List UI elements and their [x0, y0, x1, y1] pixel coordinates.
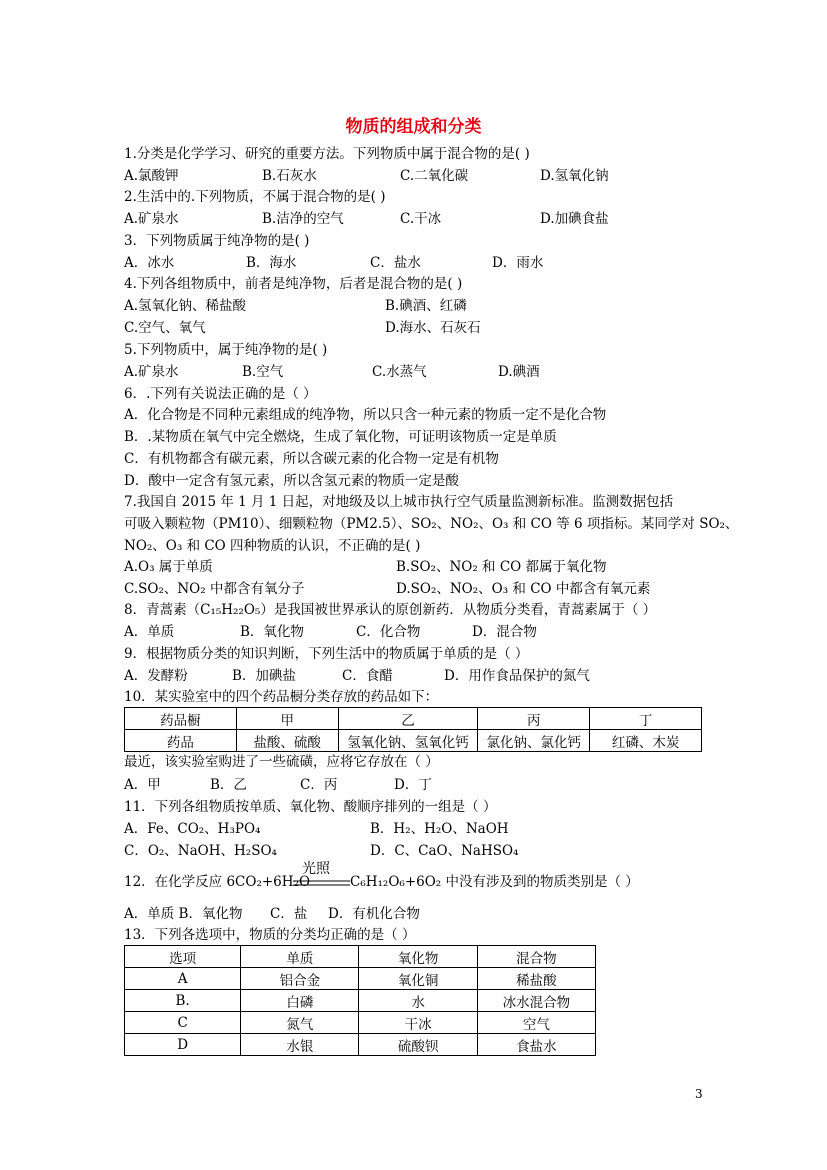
question-9-stem: 9．根据物质分类的知识判断，下列生活中的物质属于单质的是（ ） [124, 646, 529, 662]
classification-table [124, 945, 596, 1056]
q7-option-b: B.SO₂、NO₂ 和 CO 都属于氧化物 [396, 559, 607, 575]
q10-option-d: D．丁 [394, 777, 432, 793]
question-10-follow: 最近，该实验室购进了一些硫磺，应将它存放在（ ） [124, 754, 439, 770]
table-cell: A [125, 968, 241, 990]
table-row [125, 1034, 596, 1056]
q12-option-a-b: A．单质 B．氧化物 [124, 906, 243, 922]
question-7-line-1: 7.我国自 2015 年 1 月 1 日起，对地级及以上城市执行空气质量监测新标准。监测数据包括 [124, 494, 674, 510]
q4-option-b: B.碘酒、红磷 [385, 298, 467, 314]
q8-option-a: A．单质 [124, 624, 175, 640]
table-row [125, 968, 596, 990]
question-7-line-2: 可吸入颗粒物（PM10）、细颗粒物（PM2.5）、SO₂、NO₂、O₃ 和 CO 等 6 项指标。某同学对 SO₂、 [124, 516, 739, 532]
q11-option-a: A．Fe、CO₂、H₃PO₄ [124, 821, 261, 837]
table-cell: 冰水混合物 [477, 990, 595, 1012]
table-header-cell: 乙 [338, 708, 478, 730]
q6-option-a: A．化合物是不同种元素组成的纯净物，所以只含一种元素的物质一定不是化合物 [124, 407, 607, 423]
question-13-stem: 13．下列各选项中，物质的分类均正确的是（ ） [124, 927, 416, 943]
table-header-cell: 混合物 [477, 946, 595, 968]
reaction-condition: 光照 [302, 861, 330, 877]
q3-option-a: A．冰水 [124, 255, 175, 271]
q4-option-a: A.氢氧化钠、稀盐酸 [124, 298, 247, 314]
table-row [125, 708, 702, 730]
table-cell: 红磷、木炭 [590, 730, 702, 752]
page-number: 3 [695, 1087, 703, 1101]
q5-option-c: C.水蒸气 [372, 364, 427, 380]
table-cell: 药品 [125, 730, 237, 752]
question-5-stem: 5.下列物质中，属于纯净物的是( ) [124, 342, 328, 358]
q7-option-a: A.O₃ 属于单质 [124, 559, 213, 575]
cabinet-table [124, 707, 702, 752]
table-cell: 氮气 [241, 1012, 359, 1034]
table-cell: 白磷 [241, 990, 359, 1012]
table-cell: 氢氧化钠、氢氧化钙 [338, 730, 478, 752]
question-11-stem: 11．下列各组物质按单质、氧化物、酸顺序排列的一组是（ ） [124, 799, 497, 815]
q4-option-d: D.海水、石灰石 [385, 320, 481, 336]
table-row [125, 1012, 596, 1034]
table-cell: 氧化铜 [359, 968, 477, 990]
question-10-stem: 10．某实验室中的四个药品橱分类存放的药品如下： [124, 689, 439, 705]
table-header-cell: 选项 [125, 946, 241, 968]
q9-option-c: C．食醋 [342, 668, 393, 684]
q4-option-c: C.空气、氧气 [124, 320, 206, 336]
table-cell: 食盐水 [477, 1034, 595, 1056]
reaction-equals-sign-icon [293, 880, 350, 886]
question-7-line-3: NO₂、O₃ 和 CO 四种物质的认识，不正确的是( ) [124, 538, 421, 554]
q1-option-b: B.石灰水 [262, 168, 317, 184]
q5-option-d: D.碘酒 [498, 364, 540, 380]
q1-option-c: C.二氧化碳 [400, 168, 469, 184]
table-header-cell: 药品橱 [125, 708, 237, 730]
question-6-stem: 6．.下列有关说法正确的是（ ） [124, 386, 317, 402]
q9-option-d: D．用作食品保护的氮气 [444, 668, 590, 684]
table-cell: C [125, 1012, 241, 1034]
question-4-stem: 4.下列各组物质中，前者是纯净物，后者是混合物的是( ) [124, 276, 463, 292]
page-title: 物质的组成和分类 [345, 117, 482, 137]
q5-option-a: A.矿泉水 [124, 364, 179, 380]
q6-option-d: D．酸中一定含有氢元素，所以含氢元素的物质一定是酸 [124, 473, 459, 489]
q11-option-d: D．C、CaO、NaHSO₄ [370, 843, 519, 859]
q10-option-c: C．丙 [300, 777, 338, 793]
table-cell: 硫酸钡 [359, 1034, 477, 1056]
q1-option-d: D.氢氧化钠 [540, 168, 609, 184]
table-cell: 空气 [477, 1012, 595, 1034]
q2-option-c: C.干冰 [400, 211, 442, 227]
table-cell: B. [125, 990, 241, 1012]
q3-option-c: C．盐水 [370, 255, 421, 271]
question-8-stem: 8．青蒿素（C₁₅H₂₂O₅）是我国被世界承认的原创新药．从物质分类看，青蒿素属于（ ） [124, 602, 657, 618]
q2-option-b: B.洁净的空气 [262, 211, 344, 227]
q2-option-d: D.加碘食盐 [540, 211, 609, 227]
table-cell: D [125, 1034, 241, 1056]
q9-option-b: B．加碘盐 [232, 668, 296, 684]
table-cell: 水银 [241, 1034, 359, 1056]
table-header-cell: 丁 [590, 708, 702, 730]
q8-option-d: D．混合物 [472, 624, 537, 640]
q3-option-b: B．海水 [246, 255, 297, 271]
q10-option-a: A．甲 [124, 777, 161, 793]
question-2-stem: 2.生活中的.下列物质，不属于混合物的是( ) [124, 189, 386, 205]
q5-option-b: B.空气 [242, 364, 284, 380]
q11-option-c: C．O₂、NaOH、H₂SO₄ [124, 843, 277, 859]
table-header-cell: 单质 [241, 946, 359, 968]
question-3-stem: 3．下列物质属于纯净物的是( ) [124, 233, 310, 249]
table-cell: 盐酸、硫酸 [236, 730, 338, 752]
q8-option-c: C．化合物 [356, 624, 421, 640]
q2-option-a: A.矿泉水 [124, 211, 179, 227]
q6-option-b: B．.某物质在氧气中完全燃烧，生成了氧化物，可证明该物质一定是单质 [124, 429, 557, 445]
table-cell: 稀盐酸 [477, 968, 595, 990]
q11-option-b: B．H₂、H₂O、NaOH [370, 821, 509, 837]
table-header-cell: 氧化物 [359, 946, 477, 968]
q3-option-d: D．雨水 [492, 255, 544, 271]
q9-option-a: A．发酵粉 [124, 668, 188, 684]
table-cell: 干冰 [359, 1012, 477, 1034]
question-1-stem: 1.分类是化学学习、研究的重要方法。下列物质中属于混合物的是( ) [124, 146, 530, 162]
table-row [125, 990, 596, 1012]
table-header-cell: 甲 [236, 708, 338, 730]
table-header-cell: 丙 [478, 708, 590, 730]
q10-option-b: B．乙 [210, 777, 247, 793]
q6-option-c: C．有机物都含有碳元素，所以含碳元素的化合物一定是有机物 [124, 451, 499, 467]
table-cell: 铝合金 [241, 968, 359, 990]
q12-option-d: D．有机化合物 [328, 906, 420, 922]
q7-option-c: C.SO₂、NO₂ 中都含有氧分子 [124, 581, 305, 597]
q12-option-c: C．盐 [270, 906, 308, 922]
q8-option-b: B．氧化物 [240, 624, 304, 640]
question-12-suffix: C₆H₁₂O₆+6O₂ 中没有涉及到的物质类别是（ ） [350, 874, 639, 890]
question-12-prefix: 12．在化学反应 6CO₂+6H₂O [124, 874, 311, 890]
table-row [125, 730, 702, 752]
table-cell: 氯化钠、氯化钙 [478, 730, 590, 752]
table-cell: 水 [359, 990, 477, 1012]
q1-option-a: A.氯酸钾 [124, 168, 179, 184]
q7-option-d: D.SO₂、NO₂、O₃ 和 CO 中都含有氧元素 [396, 581, 651, 597]
table-row [125, 946, 596, 968]
